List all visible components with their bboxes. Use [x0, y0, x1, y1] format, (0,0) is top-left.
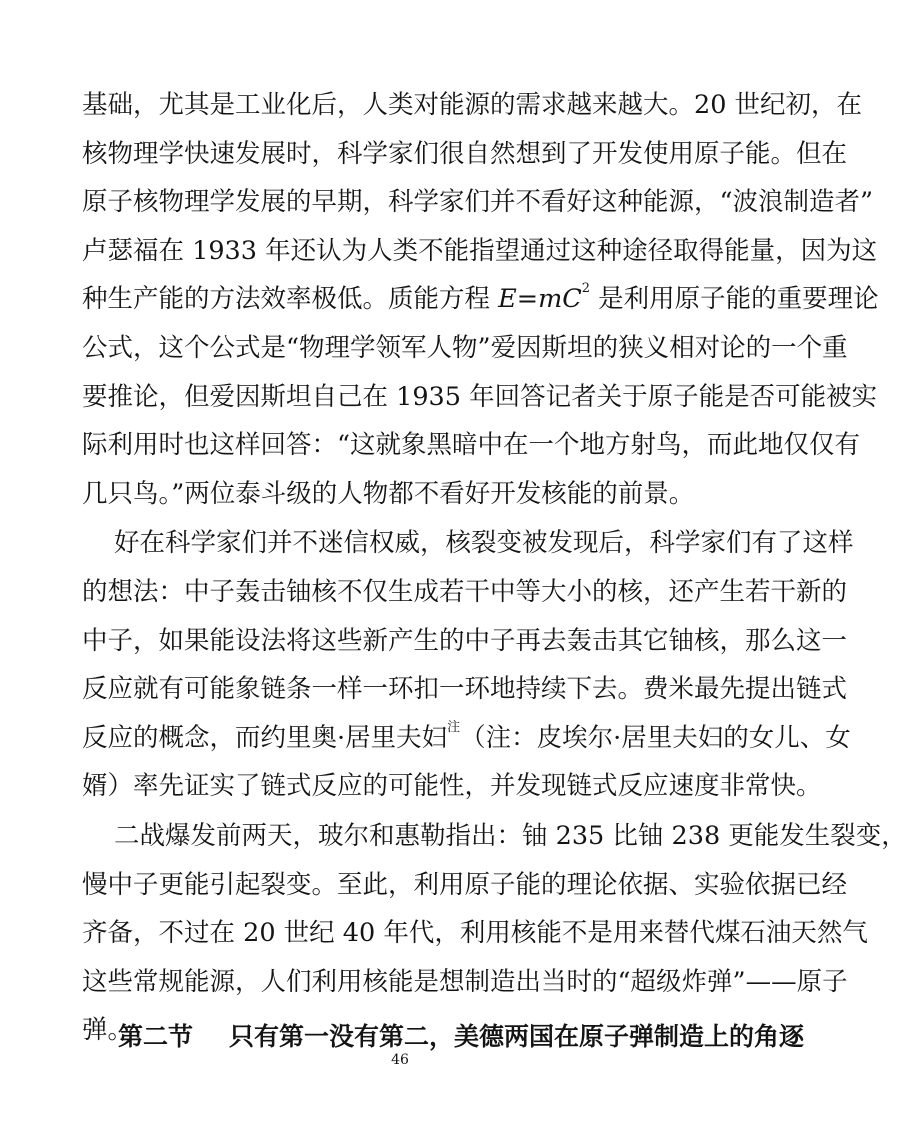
- text-line-with-formula: [82, 281, 879, 314]
- text-line: 这些常规能源，人们利用核能是想制造出当时的“超级炸弹”——原子: [82, 967, 848, 997]
- text-line: 原子核物理学发展的早期，科学家们并不看好这种能源，“波浪制造者”: [82, 187, 874, 217]
- section-number: 第二节: [118, 1022, 194, 1051]
- text-line: 中子，如果能设法将这些新产生的中子再去轰击其它铀核，那么这一: [82, 626, 848, 656]
- mass-energy-formula: E=mC: [498, 284, 582, 314]
- text-line: 核物理学快速发展时，科学家们很自然想到了开发使用原子能。但在: [82, 139, 848, 169]
- text-line: 卢瑟福在 1933 年还认为人类不能指望通过这种途径取得能量，因为这: [82, 236, 878, 266]
- text-line: 弹。: [82, 1015, 134, 1045]
- text-line: 齐备，不过在 20 世纪 40 年代，利用核能不是用来替代煤石油天然气: [82, 918, 868, 948]
- note-marker: 注: [447, 720, 461, 735]
- section-heading: [118, 1022, 804, 1052]
- text-line: 反应就有可能象链条一样一环扣一环地持续下去。费米最先提出链式: [82, 674, 848, 704]
- page-number: 46: [391, 1052, 409, 1068]
- text-line-with-note: [82, 720, 851, 753]
- text-line: 的想法：中子轰击铀核不仅生成若干中等大小的核，还产生若干新的: [82, 577, 848, 607]
- text-line: 二战爆发前两天，玻尔和惠勒指出：铀 235 比铀 238 更能发生裂变，: [114, 821, 907, 851]
- text-line: 际利用时也这样回答：“这就象黑暗中在一个地方射鸟，而此地仅仅有: [82, 430, 861, 460]
- text-line: 婿）率先证实了链式反应的可能性，并发现链式反应速度非常快。: [82, 771, 822, 801]
- text-line: 基础，尤其是工业化后，人类对能源的需求越来越大。20 世纪初，在: [82, 90, 863, 120]
- text-segment: （注：皮埃尔·居里夫妇的女儿、女: [460, 723, 851, 753]
- section-title: 只有第一没有第二，美德两国在原子弹制造上的角逐: [229, 1022, 805, 1051]
- text-line: 要推论，但爱因斯坦自己在 1935 年回答记者关于原子能是否可能被实: [82, 382, 878, 412]
- formula-exponent: 2: [581, 281, 591, 296]
- text-line: 几只鸟。”两位泰斗级的人物都不看好开发核能的前景。: [82, 479, 695, 509]
- text-segment: 种生产能的方法效率极低。质能方程: [82, 284, 499, 314]
- text-line: 公式，这个公式是“物理学领军人物”爱因斯坦的狭义相对论的一个重: [82, 333, 848, 363]
- text-segment: 是利用原子能的重要理论: [590, 284, 879, 314]
- text-segment: 反应的概念，而约里奥·居里夫妇: [82, 723, 448, 753]
- text-line: 好在科学家们并不迷信权威，核裂变被发现后，科学家们有了这样: [114, 528, 854, 558]
- text-line: 慢中子更能引起裂变。至此，利用原子能的理论依据、实验依据已经: [82, 870, 848, 900]
